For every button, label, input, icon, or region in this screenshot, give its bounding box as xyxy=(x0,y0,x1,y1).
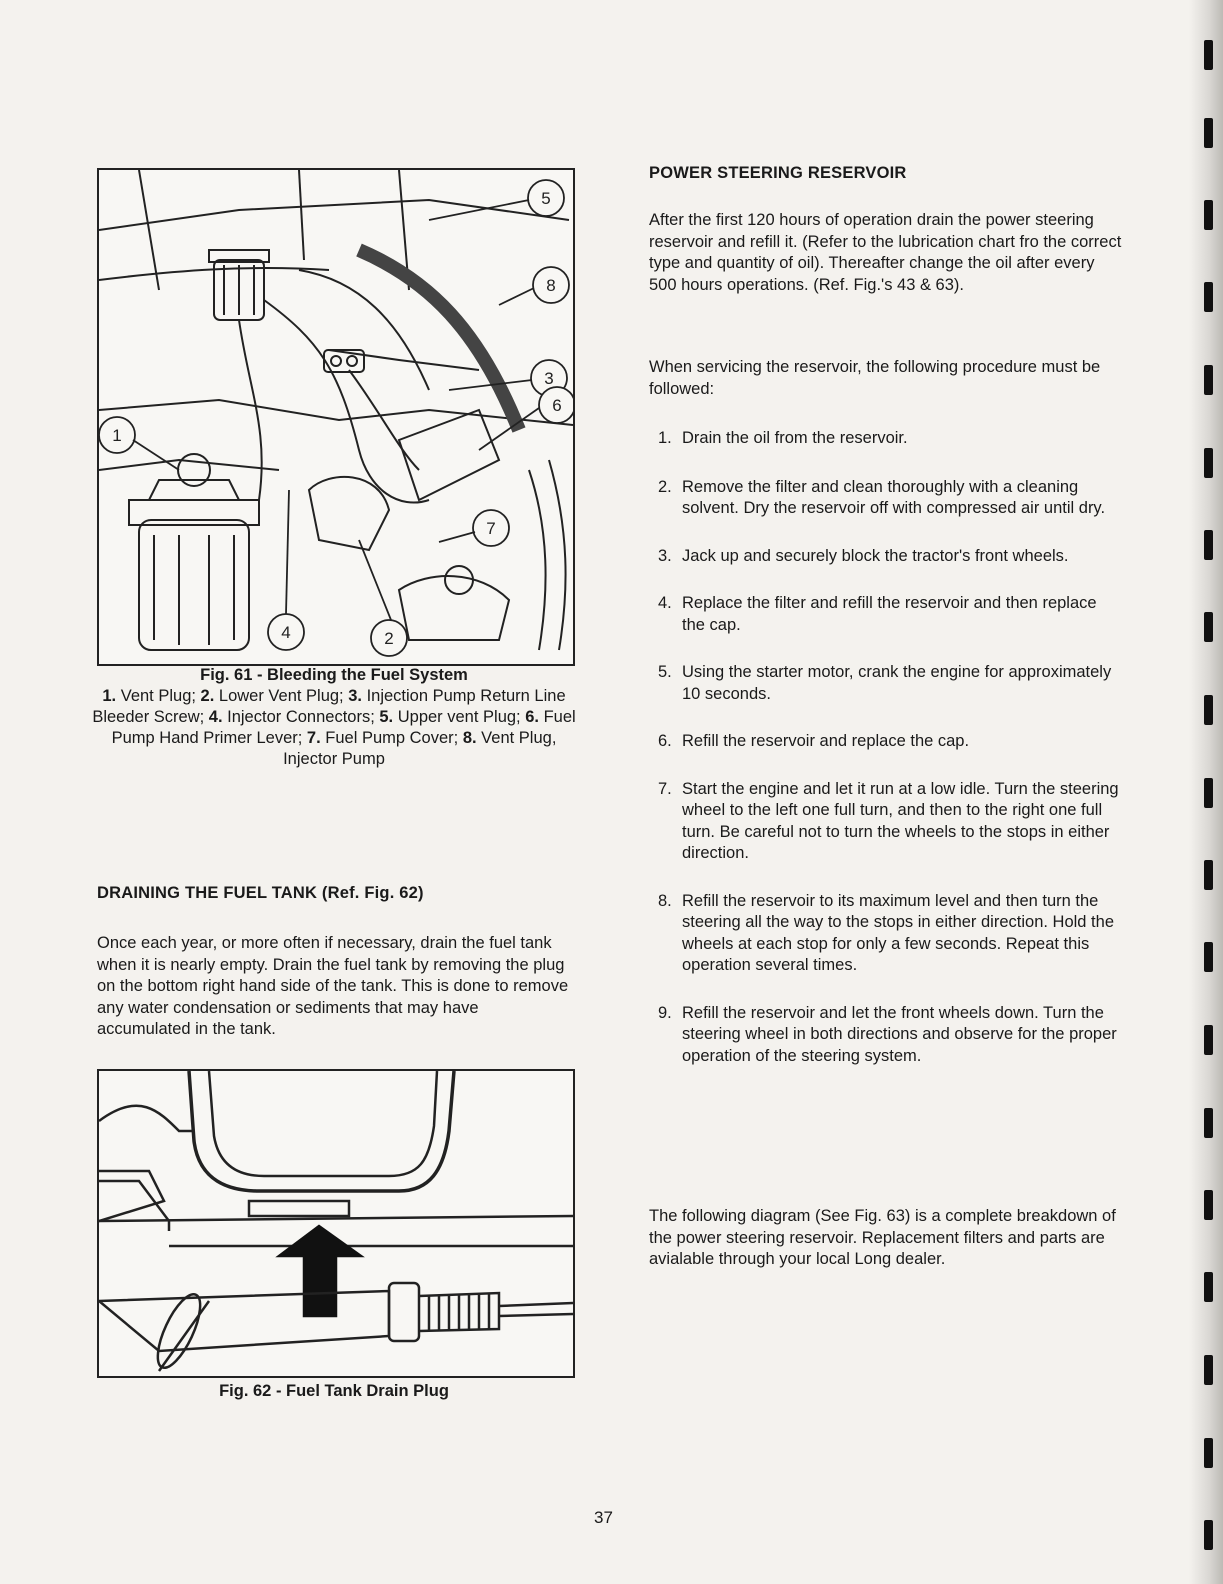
callout-7: 7 xyxy=(486,519,496,538)
callout-2: 2 xyxy=(384,629,394,648)
power-steering-heading: POWER STEERING RESERVOIR xyxy=(649,164,907,182)
fig61-caption xyxy=(92,665,576,770)
step-item: 3. Jack up and securely block the tractor's front wheels. xyxy=(658,546,1069,565)
fig62-illustration xyxy=(97,1069,575,1378)
callout-4: 4 xyxy=(281,623,291,642)
step-item: 1. Drain the oil from the reservoir. xyxy=(658,429,908,447)
draining-fuel-tank-heading: DRAINING THE FUEL TANK (Ref. Fig. 62) xyxy=(97,884,424,902)
callout-8: 8 xyxy=(546,276,556,295)
step-item: 9. Refill the reservoir and let the front wheels down. Turn the steering wheel in both directions and observe for the proper operation of the steering system. xyxy=(658,1003,1117,1065)
step-item: 6. Refill the reservoir and replace the cap. xyxy=(658,732,970,750)
step-item: 4. Replace the filter and refill the reservoir and then replace the cap. xyxy=(658,594,1097,634)
fig62-caption: Fig. 62 - Fuel Tank Drain Plug xyxy=(219,1382,449,1400)
draining-fuel-tank-paragraph: Once each year, or more often if necessary, drain the fuel tank when it is nearly empty. Drain the fuel tank by removing the plug on the bottom right hand side of the tank. This is done to remove any water condensation or sediments that may have accumulated in the tank. xyxy=(97,934,569,1038)
page-number: 37 xyxy=(594,1508,613,1527)
fig61-caption-legend: 1. Vent Plug; 2. Lower Vent Plug; 3. Injection Pump Return Line Bleeder Screw; 4. Injector Connectors; 5. Upper vent Plug; 6. Fuel Pump Hand Primer Lever; 7. Fuel Pump Cover; 8. Vent Plug, Injector Pump xyxy=(92,687,576,768)
fig61-illustration xyxy=(97,168,575,666)
power-steering-outro: The following diagram (See Fig. 63) is a complete breakdown of the power steering reservoir. Replacement filters and parts are avialable through your local Long dealer. xyxy=(649,1207,1116,1268)
fig61-caption-title: Fig. 61 - Bleeding the Fuel System xyxy=(200,666,468,684)
callout-5: 5 xyxy=(541,189,551,208)
step-item: 7. Start the engine and let it run at a low idle. Turn the steering wheel to the left one full turn, and then to the right one full turn. Be careful not to turn the wheels to the stops in either direction. xyxy=(658,779,1119,862)
power-steering-lead: When servicing the reservoir, the following procedure must be followed: xyxy=(649,358,1101,398)
step-item: 2. Remove the filter and clean thoroughly with a cleaning solvent. Dry the reservoir off with compressed air until dry. xyxy=(658,477,1106,517)
step-item: 8. Refill the reservoir to its maximum level and then turn the steering all the way to the stops in either direction. Hold the wheels at each stop for only a few seconds. Repeat this operation several times. xyxy=(658,891,1114,974)
step-item: 5. Using the starter motor, crank the engine for approximately 10 seconds. xyxy=(658,663,1112,703)
power-steering-intro: After the first 120 hours of operation drain the power steering reservoir and refill it. (Refer to the lubrication chart fro the correct type and quantity of oil). Thereafter change the oil after every 500 hours operations. (Ref. Fig.'s 43 & 63). xyxy=(649,211,1122,294)
procedure-steps xyxy=(649,428,1123,1067)
callout-6: 6 xyxy=(552,396,562,415)
binding-edge xyxy=(1189,0,1223,1584)
callout-1: 1 xyxy=(112,426,122,445)
callout-3: 3 xyxy=(544,369,554,388)
